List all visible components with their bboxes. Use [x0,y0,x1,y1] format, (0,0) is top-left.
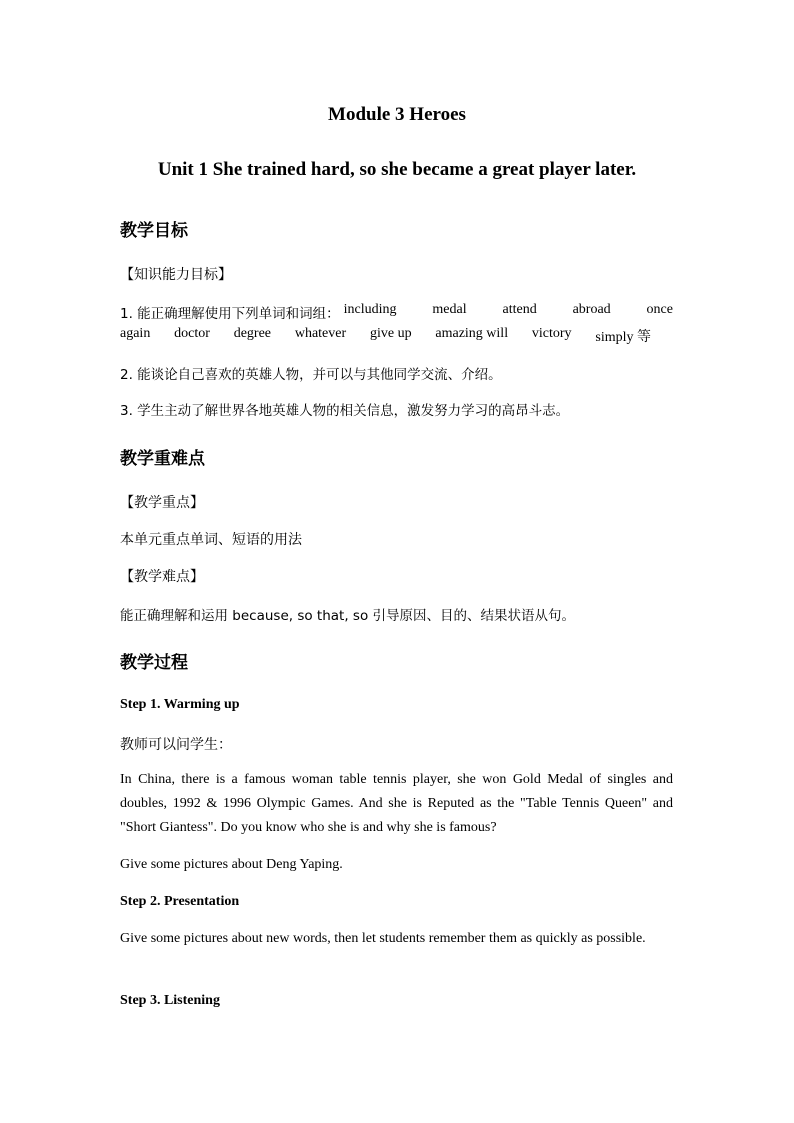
vocab-word: doctor [174,326,210,341]
objectives-heading: 教学目标 [120,221,188,241]
objective-item-1-line-1 [120,302,673,322]
step-2-paragraph: Give some pictures about new words, then let students remember them as quickly as possible. [120,931,646,946]
difficulty-label: 【教学难点】 [120,569,204,585]
step-1-intro: 教师可以问学生： [120,737,232,753]
vocab-word: simply 等 [595,330,651,345]
step-1-title: Step 1. Warming up [120,697,240,712]
vocab-word: including [343,302,397,317]
vocab-word: medal [432,302,467,317]
objective-item-1-line-2 [120,326,651,346]
vocab-word: give up [369,326,412,341]
vocab-word: attend [502,302,537,317]
objective-item-1-prefix: 1. 能正确理解使用下列单词和词组： [120,306,340,322]
vocab-words-line-1 [344,302,673,322]
process-heading: 教学过程 [120,653,188,673]
objective-item-3: 3. 学生主动了解世界各地英雄人物的相关信息，激发努力学习的高昂斗志。 [120,403,570,419]
objective-item-2: 2. 能谈论自己喜欢的英雄人物，并可以与其他同学交流、介绍。 [120,367,502,383]
vocab-word: once [646,302,673,317]
step-3-title: Step 3. Listening [120,993,220,1008]
vocab-word: again [120,326,151,341]
step-1-paragraph-2: Give some pictures about Deng Yaping. [120,857,343,872]
objectives-subheading: 【知识能力目标】 [120,267,232,283]
unit-title: Unit 1 She trained hard, so she became a great player later. [157,159,637,180]
vocab-word: degree [233,326,272,341]
vocab-word: victory [531,326,572,341]
vocab-word: abroad [572,302,611,317]
vocab-word: whatever [294,326,347,341]
step-2-title: Step 2. Presentation [120,894,240,909]
focus-label: 【教学重点】 [120,495,204,511]
module-title: Module 3 Heroes [328,104,466,125]
vocab-word: amazing will [435,326,509,341]
difficulty-text: 能正确理解和运用 because, so that, so 引导原因、目的、结果状语从句。 [120,608,576,624]
key-points-heading: 教学重难点 [120,449,205,469]
step-1-paragraph: In China, there is a famous woman table tennis player, she won Gold Medal of singles and doubles, 1992 & 1996 Olympic Games. And she is Reputed as the "Table Tennis Queen" and "Short Giantess". Do you know who she is and why she is famous? [120,772,673,835]
focus-text: 本单元重点单词、短语的用法 [120,532,302,548]
